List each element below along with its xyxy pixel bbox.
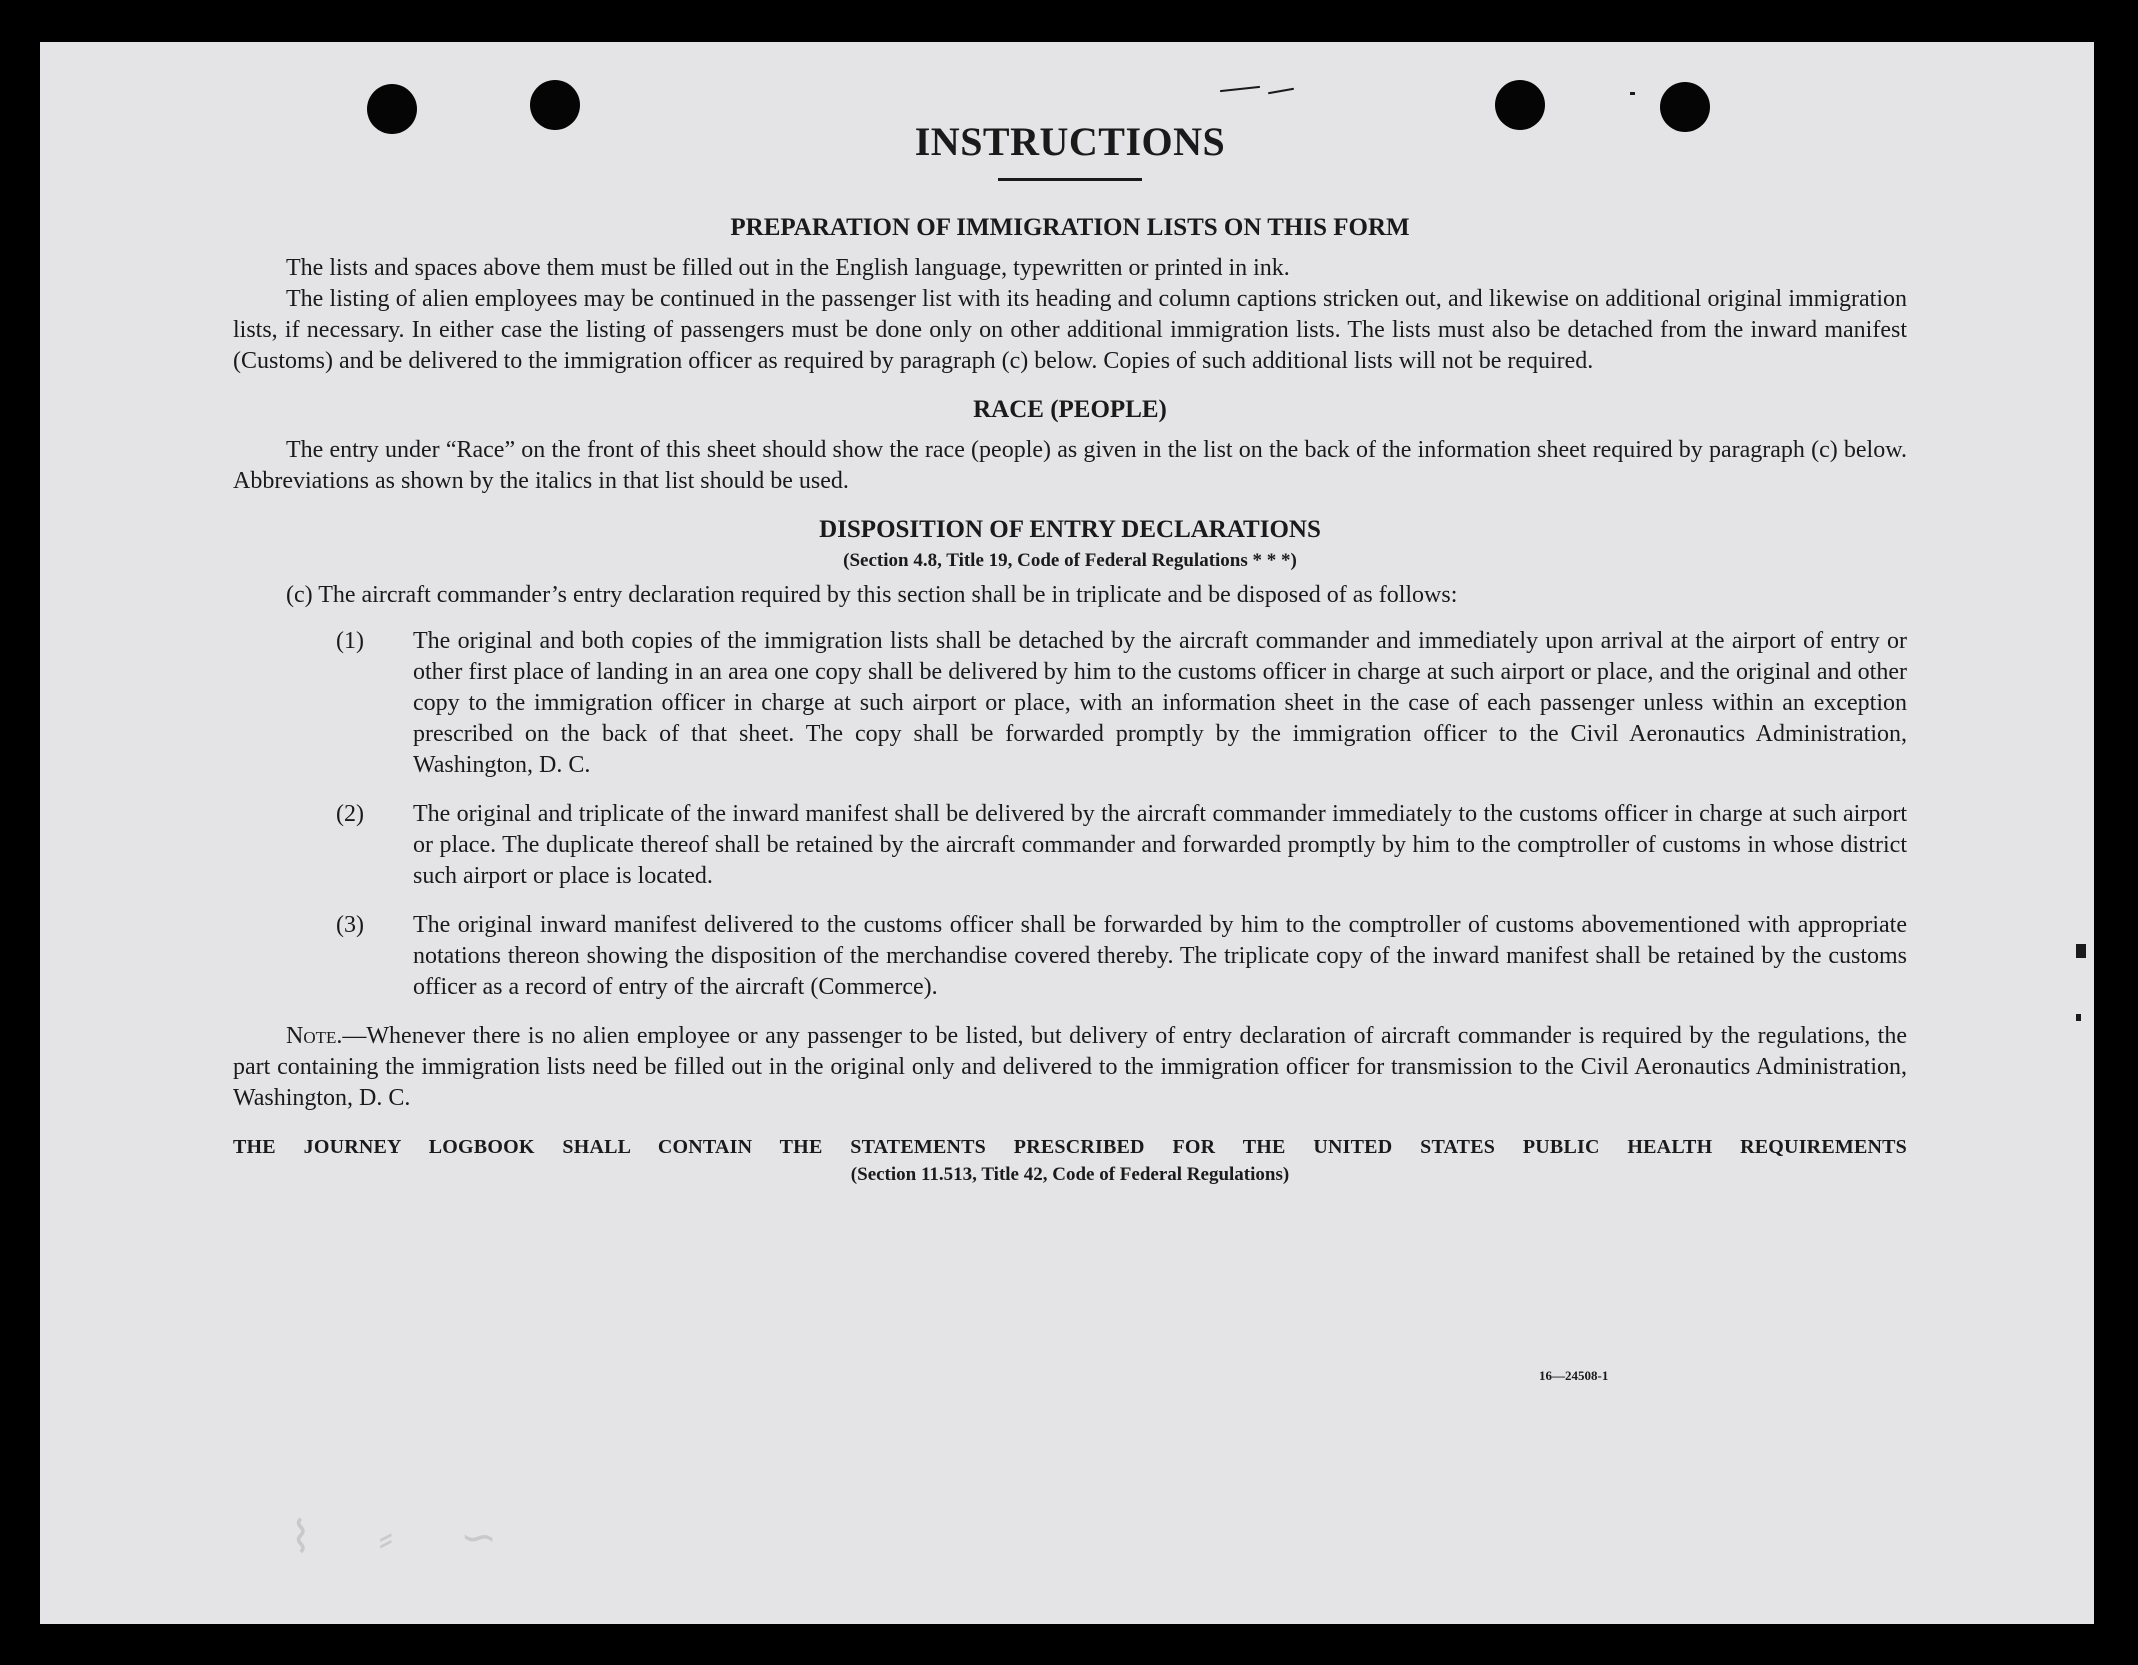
paragraph-alien-employees: The listing of alien employees may be continued in the passenger list with its heading and column captions stricken out, and likewise on additional original immigration lists, if necessary. In either case the listing of passengers must be done only on other additional immigration lists. The lists must also be detached from the inward manifest (Customs) and be delivered to the immigration officer as required by paragraph (c) below. Copies of such additional lists will not be required. — [233, 286, 1907, 374]
list-item-number: (2) — [336, 801, 364, 827]
note-label: Note. — [286, 1023, 343, 1049]
list-item — [233, 910, 1907, 1003]
stray-mark — [1268, 88, 1294, 94]
paragraph-english-language: The lists and spaces above them must be filled out in the English language, typewritten or printed in ink. — [286, 255, 1290, 281]
note-text: —Whenever there is no alien employee or any passenger to be listed, but delivery of entry declaration of aircraft commander is required by the regulations, the part containing the immigration lists need be filled out in the original only and delivered to the immigration officer for transmission to the Civil Aeronautics Administration, Washington, D. C. — [233, 1023, 1907, 1111]
stray-mark — [1630, 92, 1635, 95]
form-number: 16—24508-1 — [1539, 1368, 1609, 1383]
instructions-document — [233, 118, 1907, 1188]
stray-mark — [2076, 944, 2086, 958]
list-item-number: (1) — [336, 628, 364, 654]
paragraph-c-intro: (c) The aircraft commander’s entry declaration required by this section shall be in triplicate and be disposed of as follows: — [286, 582, 1458, 608]
stray-mark — [1220, 86, 1260, 92]
section-heading-disposition: DISPOSITION OF ENTRY DECLARATIONS — [819, 516, 1321, 543]
list-item — [233, 626, 1907, 781]
logbook-statement: THE JOURNEY LOGBOOK SHALL CONTAIN THE STATEMENTS PRESCRIBED FOR THE UNITED STATES PUBLIC HEALTH REQUIREMENTS — [233, 1136, 1907, 1158]
page-title: INSTRUCTIONS — [914, 119, 1226, 164]
list-item — [233, 799, 1907, 892]
list-item-text: The original and triplicate of the inward manifest shall be delivered by the aircraft commander immediately to the customs officer in charge at such airport or place. The duplicate thereof shall be retained by the aircraft commander and forwarded promptly by him to the comptroller of customs in whose district such airport or place is located. — [413, 801, 1907, 889]
section-heading-preparation: PREPARATION OF IMMIGRATION LISTS ON THIS FORM — [730, 214, 1410, 241]
logbook-citation: (Section 11.513, Title 42, Code of Federal Regulations) — [850, 1164, 1290, 1185]
note-paragraph — [233, 1021, 1907, 1114]
list-item-number: (3) — [336, 912, 364, 938]
bleed-through-marks: ⌇ ⸗ ∽ — [290, 1513, 526, 1562]
section-heading-race: RACE (PEOPLE) — [973, 396, 1167, 423]
title-underline — [998, 178, 1142, 181]
stray-mark — [2076, 1014, 2081, 1021]
disposition-citation: (Section 4.8, Title 19, Code of Federal Regulations * * *) — [843, 550, 1297, 571]
paragraph-race-entry: The entry under “Race” on the front of this sheet should show the race (people) as given in the list on the back of the information sheet required by paragraph (c) below. Abbreviations as shown by the italics in that list should be used. — [233, 437, 1907, 494]
list-item-text: The original inward manifest delivered to the customs officer shall be forwarded by him to the comptroller of customs abovementioned with appropriate notations thereon showing the disposition of the merchandise covered thereby. The triplicate copy of the inward manifest shall be retained by the customs officer as a record of entry of the aircraft (Commerce). — [413, 912, 1907, 1000]
list-item-text: The original and both copies of the immigration lists shall be detached by the aircraft commander and immediately upon arrival at the airport of entry or other first place of landing in an area one copy shall be delivered by him to the customs officer in charge at such airport or place, and the original and other copy to the immigration officer in charge at such airport or place, with an information sheet in the case of each passenger unless within an exception prescribed on the back of that sheet. The copy shall be forwarded promptly by the immigration officer to the Civil Aeronautics Administration, Washington, D. C. — [413, 628, 1907, 778]
